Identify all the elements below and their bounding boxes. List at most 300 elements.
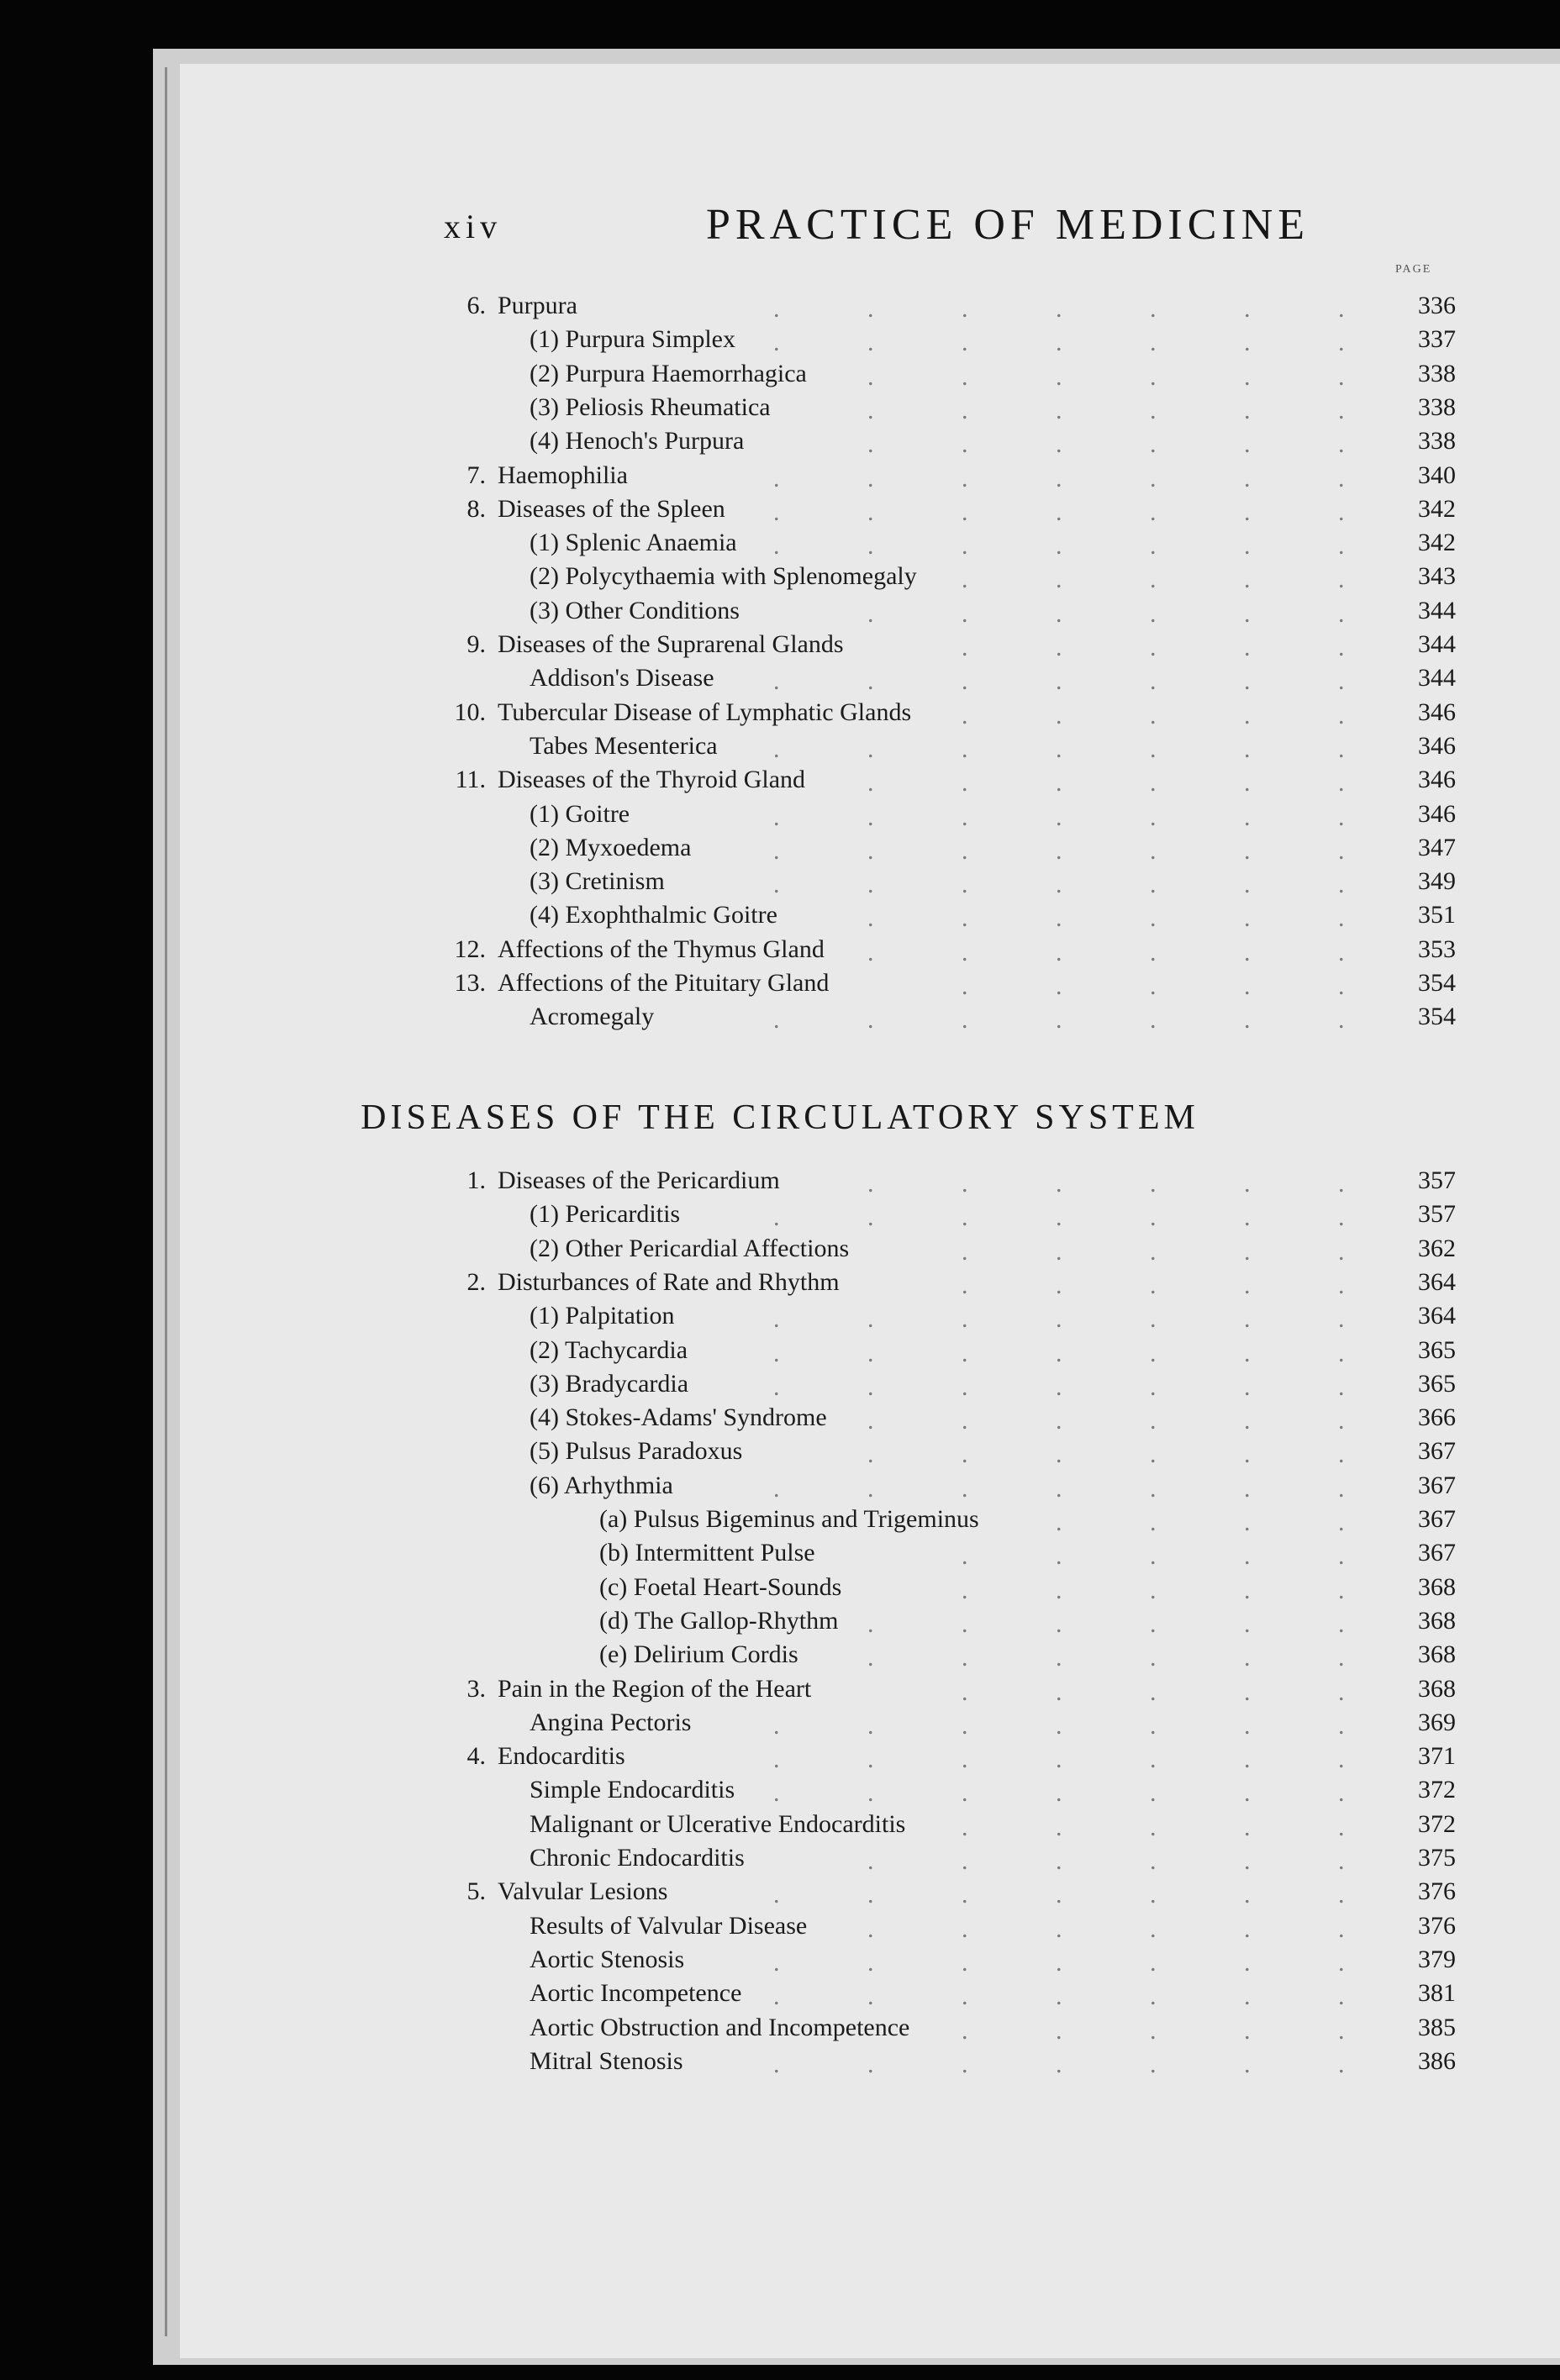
leader-dot: . [1338,599,1345,628]
toc-entry [0,969,1560,1001]
leader-dot: . [1338,396,1345,424]
leader-dot: . [867,1711,874,1740]
leader-dot: . [867,1170,874,1198]
leader-dot: . [1338,1881,1345,1909]
leader-dot: . [962,1474,968,1503]
leader-dot: . [1244,769,1251,798]
leader-dot: . [1244,566,1251,594]
toc-entry [0,562,1560,594]
leader-dot: . [1244,735,1251,763]
leader-dot: . [1056,329,1062,357]
leader-dot: . [1056,1746,1062,1774]
toc-entry-label: Diseases of the Suprarenal Glands [498,630,844,658]
leader-dot: . [1338,566,1345,594]
section-heading: DISEASES OF THE CIRCULATORY SYSTEM [361,1098,1199,1137]
toc-entry-number: 9. [466,630,486,658]
leader-dot: . [1244,1677,1251,1706]
toc-entry-label: Affections of the Pituitary Gland [498,969,830,997]
leader-dot: . [1338,1779,1345,1808]
toc-entry-page: 376 [1418,1911,1456,1940]
leader-dot: . [1244,362,1251,391]
toc-entry [0,393,1560,425]
toc-entry-page: 365 [1418,1369,1456,1398]
leader-dot: . [1338,1813,1345,1841]
leader-dot: . [962,634,968,661]
leader-dot: . [773,1982,780,2011]
toc-entry-label: Purpura [498,292,577,319]
toc-entry-label: Results of Valvular Disease [530,1911,808,1940]
toc-entry-page: 367 [1418,1539,1456,1567]
leader-dot: . [867,1746,874,1774]
toc-entry-label: Diseases of the Pericardium [498,1166,780,1194]
leader-dot: . [1056,634,1062,661]
toc-entry [0,529,1560,561]
leader-dot: . [1244,329,1251,357]
leader-dot: . [1150,836,1157,865]
toc-entry-page: 366 [1418,1403,1456,1432]
toc-entry [0,427,1560,459]
leader-dot: . [1056,667,1062,696]
leader-dot: . [962,1440,968,1469]
leader-dot: . [1244,1813,1251,1841]
leader-dot: . [1244,938,1251,966]
toc-entry [0,935,1560,967]
leader-dot: . [867,836,874,865]
leader-dot: . [962,329,968,357]
toc-entry-page: 372 [1418,1809,1456,1838]
leader-dot: . [773,1006,780,1035]
leader-dot: . [1338,295,1345,323]
leader-dot: . [1244,532,1251,561]
toc-entry [0,1235,1560,1266]
toc-entry-page: 344 [1418,630,1456,658]
leader-dot: . [1056,1542,1062,1571]
leader-dot: . [962,1339,968,1367]
leader-dot: . [1056,769,1062,798]
leader-dot: . [1244,430,1251,459]
leader-dot: . [1056,295,1062,323]
toc-entry-page: 351 [1418,901,1456,929]
leader-dot: . [867,1779,874,1808]
leader-dot: . [1056,1914,1062,1943]
leader-dot: . [1150,1372,1157,1401]
toc-entry-label: Valvular Lesions [498,1877,668,1906]
leader-dot: . [1150,566,1157,594]
leader-dot: . [1056,464,1062,492]
leader-dot: . [867,1881,874,1909]
leader-dot: . [1150,769,1157,798]
leader-dot: . [1338,1609,1345,1638]
toc-entry-label: (5) Pulsus Paradoxus [530,1437,743,1466]
toc-entry-label: (1) Purpura Simplex [530,325,735,354]
leader-dot: . [1150,1474,1157,1503]
leader-dot: . [962,362,968,391]
leader-dot: . [1056,362,1062,391]
leader-dot: . [1338,1576,1345,1604]
leader-dot: . [962,1881,968,1909]
leader-dot: . [867,1609,874,1638]
toc-entry-label: Simple Endocarditis [530,1776,735,1804]
toc-entry-label: (2) Myxoedema [530,833,692,861]
leader-dot: . [867,2050,874,2078]
leader-dot: . [1244,1711,1251,1740]
leader-dot: . [962,1203,968,1232]
toc-entry-page: 343 [1418,562,1456,591]
leader-dot: . [962,735,968,763]
leader-dot: . [1150,1006,1157,1035]
toc-entry [0,867,1560,899]
toc-entry [0,1166,1560,1198]
leader-dot: . [773,836,780,865]
toc-entry-number: 7. [466,461,486,489]
leader-dot: . [1150,1746,1157,1774]
toc-entry-page: 367 [1418,1437,1456,1466]
toc-entry [0,1268,1560,1300]
leader-dot: . [962,464,968,492]
toc-entry-label: Malignant or Ulcerative Endocarditis [530,1809,906,1838]
leader-dot: . [1150,1677,1157,1706]
leader-dot: . [1244,1779,1251,1808]
toc-entry-label: (2) Purpura Haemorrhagica [530,359,807,387]
leader-dot: . [962,1847,968,1875]
toc-entry-label: (4) Exophthalmic Goitre [530,901,777,929]
leader-dot: . [1244,1644,1251,1672]
leader-dot: . [867,1847,874,1875]
leader-dot: . [867,1948,874,1977]
leader-dot: . [1338,464,1345,492]
leader-dot: . [1150,329,1157,357]
leader-dot: . [1244,295,1251,323]
leader-dot: . [962,1271,968,1299]
leader-dot: . [962,599,968,628]
leader-dot: . [1244,1440,1251,1469]
leader-dot: . [1150,362,1157,391]
leader-dot: . [962,1237,968,1266]
toc-entry-label: (4) Stokes-Adams' Syndrome [530,1403,827,1432]
leader-dot: . [1150,1170,1157,1198]
leader-dot: . [1244,1746,1251,1774]
leader-dot: . [867,803,874,831]
leader-dot: . [1244,1305,1251,1334]
leader-dot: . [1150,701,1157,729]
leader-dot: . [1244,701,1251,729]
toc-entry-number: 1. [466,1166,486,1194]
toc-entry-label: Angina Pectoris [530,1708,692,1736]
toc-entry [0,1472,1560,1503]
leader-dot: . [1338,972,1345,1000]
leader-dot: . [962,1372,968,1401]
leader-dot: . [867,1474,874,1503]
leader-dot: . [962,667,968,696]
leader-dot: . [867,1203,874,1232]
leader-dot: . [962,769,968,798]
toc-entry [0,834,1560,866]
leader-dot: . [867,396,874,424]
leader-dot: . [1244,1847,1251,1875]
leader-dot: . [1056,2050,1062,2078]
leader-dot: . [1150,1711,1157,1740]
leader-dot: . [1056,904,1062,933]
toc-entry-label: Addison's Disease [530,664,714,692]
toc-entry [0,1200,1560,1232]
toc-entry-page: 368 [1418,1674,1456,1703]
toc-entry [0,1946,1560,1977]
toc-entry-page: 367 [1418,1505,1456,1533]
toc-entry [0,1505,1560,1537]
leader-dot: . [773,667,780,696]
leader-dot: . [1150,667,1157,696]
leader-dot: . [1056,1948,1062,1977]
leader-dot: . [1338,1914,1345,1943]
leader-dot: . [1150,1305,1157,1334]
leader-dot: . [1056,1509,1062,1536]
leader-dot: . [962,532,968,561]
toc-entry-label: (2) Polycythaemia with Splenomegaly [530,562,917,591]
toc-entry-page: 337 [1418,325,1456,354]
leader-dot: . [1056,701,1062,729]
toc-entry [0,698,1560,730]
toc-entry [0,630,1560,662]
toc-entry-label: Affections of the Thymus Gland [498,935,825,963]
toc-entry-number: 2. [466,1267,486,1296]
leader-dot: . [773,329,780,357]
leader-dot: . [1150,1779,1157,1808]
leader-dot: . [1338,1305,1345,1334]
leader-dot: . [1150,2016,1157,2045]
leader-dot: . [773,871,780,899]
toc-entry [0,1302,1560,1334]
leader-dot: . [1244,396,1251,424]
leader-dot: . [1150,904,1157,933]
toc-entry-page: 346 [1418,731,1456,760]
toc-entry-page: 386 [1418,2046,1456,2075]
leader-dot: . [1244,634,1251,661]
leader-dot: . [1338,1237,1345,1266]
leader-dot: . [1338,1746,1345,1774]
leader-dot: . [1150,599,1157,628]
toc-entry [0,1003,1560,1035]
leader-dot: . [867,667,874,696]
toc-entry-page: 349 [1418,867,1456,896]
leader-dot: . [1056,1813,1062,1841]
toc-entry-label: Aortic Incompetence [530,1979,742,2008]
leader-dot: . [1244,599,1251,628]
leader-dot: . [1150,1542,1157,1571]
page-number: xiv [444,208,503,245]
toc-entry-label: (2) Tachycardia [530,1335,688,1364]
toc-entry [0,292,1560,324]
toc-entry-label: (6) Arhythmia [530,1471,673,1499]
leader-dot: . [1056,1203,1062,1232]
leader-dot: . [867,1407,874,1435]
leader-dot: . [1150,1881,1157,1909]
leader-dot: . [1338,1339,1345,1367]
toc-entry-page: 385 [1418,2013,1456,2041]
toc-entry-page: 342 [1418,529,1456,557]
toc-entry-page: 338 [1418,392,1456,421]
leader-dot: . [1056,599,1062,628]
leader-dot: . [867,1440,874,1469]
toc-entry-page: 340 [1418,461,1456,489]
leader-dot: . [1056,1677,1062,1706]
leader-dot: . [867,1006,874,1035]
leader-dot: . [1338,1006,1345,1035]
leader-dot: . [1338,1372,1345,1401]
leader-dot: . [773,498,780,526]
toc-entry-label: Haemophilia [498,461,628,489]
toc-entry [0,1675,1560,1707]
toc-entry-number: 12. [454,935,486,963]
toc-entry [0,1877,1560,1909]
toc-entry-page: 346 [1418,799,1456,828]
toc-entry-label: (3) Peliosis Rheumatica [530,392,771,421]
leader-dot: . [1244,1576,1251,1604]
leader-dot: . [1244,1372,1251,1401]
leader-dot: . [1338,1203,1345,1232]
leader-dot: . [1244,667,1251,696]
leader-dot: . [962,1609,968,1638]
leader-dot: . [1338,430,1345,459]
toc-entry-page: 342 [1418,494,1456,523]
toc-entry-label: Endocarditis [498,1742,625,1771]
leader-dot: . [962,430,968,459]
leader-dot: . [1244,1609,1251,1638]
leader-dot: . [1338,362,1345,391]
toc-entry-page: 379 [1418,1945,1456,1973]
toc-entry-page: 344 [1418,596,1456,624]
toc-entry-number: 4. [466,1742,486,1771]
toc-entry [0,766,1560,798]
toc-entry [0,2014,1560,2046]
leader-dot: . [1056,1711,1062,1740]
leader-dot: . [1244,1170,1251,1198]
toc-entry [0,360,1560,392]
leader-dot: . [1056,803,1062,831]
leader-dot: . [1150,532,1157,561]
leader-dot: . [1338,904,1345,933]
leader-dot: . [1338,1982,1345,2011]
leader-dot: . [773,464,780,492]
toc-entry-page: 357 [1418,1200,1456,1229]
leader-dot: . [1338,498,1345,526]
leader-dot: . [1056,498,1062,526]
leader-dot: . [962,1170,968,1198]
leader-dot: . [1150,1237,1157,1266]
leader-dot: . [1338,532,1345,561]
toc-entry-page: 365 [1418,1335,1456,1364]
leader-dot: . [962,1677,968,1706]
leader-dot: . [1150,1271,1157,1299]
toc-entry-page: 364 [1418,1302,1456,1330]
leader-dot: . [962,701,968,729]
toc-entry-label: (d) The Gallop-Rhythm [599,1606,839,1635]
toc-entry [0,1640,1560,1672]
toc-entry-label: Disturbances of Rate and Rhythm [498,1267,840,1296]
toc-entry [0,1709,1560,1740]
toc-entry-label: (1) Palpitation [530,1302,675,1330]
leader-dot: . [962,2016,968,2045]
leader-dot: . [1244,1509,1251,1536]
toc-entry-page: 371 [1418,1742,1456,1771]
toc-entry-page: 381 [1418,1979,1456,2008]
toc-entry-label: Tabes Mesenterica [530,731,718,760]
leader-dot: . [1338,1407,1345,1435]
leader-dot: . [1338,1711,1345,1740]
leader-dot: . [962,1542,968,1571]
toc-entry-label: Chronic Endocarditis [530,1844,745,1872]
leader-dot: . [867,295,874,323]
page-header [0,200,1560,250]
leader-dot: . [1150,871,1157,899]
leader-dot: . [773,803,780,831]
leader-dot: . [867,599,874,628]
toc-entry-label: (c) Foetal Heart-Sounds [599,1572,842,1601]
toc-entry-page: 347 [1418,833,1456,861]
toc-entry [0,1844,1560,1876]
leader-dot: . [962,1982,968,2011]
leader-dot: . [1056,1407,1062,1435]
leader-dot: . [773,1339,780,1367]
toc-entry-label: (b) Intermittent Pulse [599,1539,815,1567]
toc-entry-page: 344 [1418,664,1456,692]
toc-entry-label: Diseases of the Thyroid Gland [498,766,806,794]
leader-dot: . [867,769,874,798]
leader-dot: . [773,1305,780,1334]
toc-entry [0,1742,1560,1774]
leader-dot: . [1244,464,1251,492]
leader-dot: . [1244,1339,1251,1367]
leader-dot: . [1150,464,1157,492]
leader-dot: . [962,1813,968,1841]
leader-dot: . [773,1474,780,1503]
leader-dot: . [867,938,874,966]
leader-dot: . [1056,396,1062,424]
leader-dot: . [962,1644,968,1672]
leader-dot: . [1150,2050,1157,2078]
leader-dot: . [1244,871,1251,899]
toc-entry-label: (3) Cretinism [530,867,665,896]
leader-dot: . [962,972,968,1000]
leader-dot: . [867,871,874,899]
leader-dot: . [1056,532,1062,561]
toc-entry [0,1776,1560,1808]
leader-dot: . [773,1746,780,1774]
toc-entry-page: 346 [1418,766,1456,794]
leader-dot: . [1244,1407,1251,1435]
leader-dot: . [1244,1982,1251,2011]
leader-dot: . [1244,803,1251,831]
leader-dot: . [1244,972,1251,1000]
toc-entry [0,1539,1560,1571]
toc-entry-page: 354 [1418,1003,1456,1031]
leader-dot: . [1338,634,1345,661]
leader-dot: . [867,329,874,357]
toc-entry-label: (3) Bradycardia [530,1369,689,1398]
leader-dot: . [962,566,968,594]
toc-entry-label: (1) Splenic Anaemia [530,529,737,557]
leader-dot: . [1338,1847,1345,1875]
leader-dot: . [773,1779,780,1808]
toc-entry [0,495,1560,527]
leader-dot: . [1244,1237,1251,1266]
leader-dot: . [1244,1881,1251,1909]
leader-dot: . [867,464,874,492]
leader-dot: . [1244,836,1251,865]
leader-dot: . [1056,1779,1062,1808]
toc-entry-label: Aortic Obstruction and Incompetence [530,2013,910,2041]
leader-dot: . [1150,634,1157,661]
leader-dot: . [867,532,874,561]
